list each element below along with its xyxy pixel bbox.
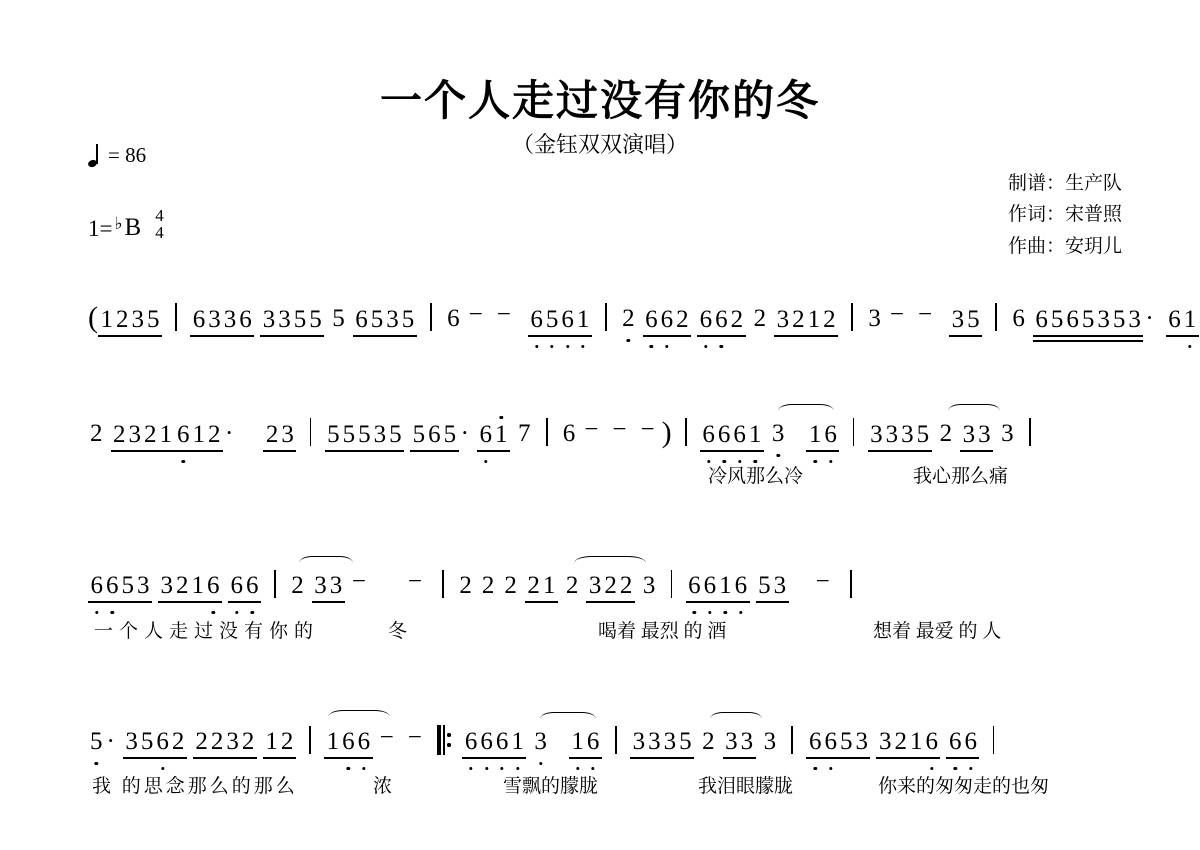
note-group: 5 6 5 — [410, 421, 459, 449]
lyric-phrase: 一个人走过没有你的 — [94, 621, 320, 642]
flat-icon: ♭ — [114, 214, 123, 233]
duration-dash: − — [496, 301, 511, 328]
note-group: 3 3 — [312, 572, 345, 600]
note-group: 2 1 — [525, 572, 558, 600]
slur-arc — [540, 712, 596, 726]
note-group: 6 6 — [228, 572, 261, 600]
duration-dash: − — [407, 724, 422, 751]
note: 3 — [642, 572, 656, 599]
note: 3 — [868, 305, 881, 332]
barline — [615, 726, 617, 754]
lyric-phrase: 浓 — [373, 776, 393, 797]
duration-dash: − — [407, 568, 423, 595]
duration-dash: − — [889, 301, 905, 328]
note-group: 5 3 — [756, 572, 789, 600]
note-group: 3 3 5 5 — [260, 306, 324, 334]
lyrics-row-3 — [88, 616, 1118, 646]
quarter-note-icon — [88, 144, 102, 168]
notes-row-4 — [88, 725, 1118, 771]
lyric-phrase: 雪飘的朦胧 — [503, 776, 599, 797]
note: 3 — [770, 420, 787, 448]
time-signature — [155, 207, 164, 241]
performer-subtitle: （金钰双双演唱） — [511, 132, 688, 157]
duration-dash: − — [815, 568, 830, 595]
barline — [850, 570, 852, 598]
credit-arranger: 制谱：生产队 — [1007, 173, 1122, 194]
duration-dash: − — [584, 416, 599, 443]
note: 6 — [562, 420, 576, 447]
barline — [671, 570, 673, 598]
note-group: 5 5 5 3 5 — [325, 421, 405, 449]
barline — [995, 303, 997, 331]
note-group: 2 2 3 2 — [193, 728, 257, 756]
note-group: 6 3 3 6 — [190, 306, 254, 334]
lyric-phrase: 想着 最爱 的 人 — [873, 621, 1002, 642]
phrase-open-paren: ( — [88, 301, 98, 334]
slur-arc — [710, 712, 762, 726]
augmentation-dot: · — [460, 420, 469, 447]
barline — [274, 570, 276, 598]
note-group: 6 5 3 5 — [353, 306, 417, 334]
note-group: 1 2 3 5 — [98, 306, 162, 334]
credits-block — [1008, 168, 1122, 262]
note-group: 6 6 — [946, 728, 979, 756]
note: 5 — [90, 728, 103, 755]
note: 5 — [332, 305, 345, 332]
note-group: 6 5 6 1 — [528, 306, 592, 334]
augmentation-dot: · — [1145, 305, 1154, 332]
barline — [851, 303, 853, 331]
key-and-time-signature — [88, 208, 164, 242]
lyric-phrase: 你来的匆匆走的也匆 — [878, 776, 1050, 797]
credit-composer: 作曲：安玥儿 — [1007, 235, 1122, 257]
lyrics-row-4 — [88, 771, 1118, 801]
phrase-close-paren: ) — [661, 416, 672, 449]
tempo-marking — [88, 143, 146, 168]
lyric-phrase: 喝着 最烈 的 酒 — [598, 621, 727, 642]
music-system-1 — [88, 300, 1197, 346]
note-group: 3 2 1 2 — [774, 306, 838, 334]
note-group: 6 6 6 1 — [462, 728, 526, 756]
note: 2 — [90, 420, 103, 447]
note-group: 2 3 2 1 — [111, 421, 175, 449]
note-group: 6 6 1 6 — [686, 572, 750, 600]
key-letter: B — [124, 214, 142, 241]
duration-dash: − — [379, 724, 394, 751]
note-group: 3 2 2 — [586, 572, 635, 600]
note-group: 3 3 — [960, 421, 993, 449]
barline — [546, 418, 548, 446]
barline — [791, 726, 793, 754]
slur-arc — [948, 404, 1000, 418]
note-group: 6 1 — [477, 421, 510, 449]
barline — [175, 303, 177, 331]
note-group: 6 6 5 3 — [806, 728, 870, 756]
note-group: 6 6 2 — [643, 306, 692, 334]
note: 3 — [1001, 420, 1014, 447]
notes-row-3 — [88, 570, 1118, 616]
slur-arc — [574, 556, 646, 570]
barline — [430, 303, 432, 331]
credit-lyricist: 作词：宋普照 — [1007, 204, 1122, 226]
augmentation-dot: · — [106, 728, 115, 755]
time-numerator: 4 — [155, 206, 164, 225]
notes-row-1 — [88, 300, 1197, 346]
note-group: 6 1 2 — [175, 421, 224, 449]
note-group: 6 5 6 5 3 5 3 — [1033, 306, 1144, 334]
barline — [1029, 418, 1031, 446]
notes-row-2 — [88, 415, 1118, 461]
barline — [309, 726, 311, 754]
note-group: 3 3 — [723, 728, 756, 756]
note-group: 3 5 6 2 — [123, 728, 187, 756]
page-title: 一个人走过没有你的冬 — [379, 77, 820, 124]
key-prefix: 1= — [88, 216, 113, 241]
note-group: 1 6 6 — [324, 728, 373, 756]
note-group: 6 6 6 1 — [700, 421, 764, 449]
note: 2 — [459, 572, 472, 599]
note: 2 — [289, 572, 306, 600]
note: 2 — [700, 728, 717, 756]
note: 6 — [1012, 305, 1025, 332]
lyrics-row-2 — [88, 461, 1118, 491]
slur-arc — [328, 710, 390, 724]
note-group: 6 6 5 3 — [88, 572, 152, 600]
lyric-phrase: 我 的思念那么的那么 — [92, 776, 298, 797]
note-group: 1 6 — [806, 421, 839, 449]
duration-dash: − — [468, 301, 483, 328]
lyric-phrase: 冷风那么冷 — [708, 466, 804, 487]
note: 3 — [532, 728, 549, 756]
music-system-4 — [88, 725, 1118, 801]
note: 7 — [517, 420, 531, 447]
duration-dash: − — [612, 416, 627, 443]
note-group: 3 2 1 6 — [158, 572, 222, 600]
note: 2 — [481, 572, 495, 599]
barline — [310, 418, 312, 446]
slur-arc — [778, 404, 834, 418]
repeat-start-icon — [437, 725, 450, 755]
lyric-phrase: 我心那么痛 — [913, 466, 1009, 487]
note-group: 1 6 — [569, 728, 602, 756]
duration-dash: − — [918, 301, 933, 328]
barline — [442, 570, 444, 598]
note: 2 — [504, 572, 517, 599]
note: 2 — [938, 420, 955, 448]
note: 2 — [753, 305, 767, 332]
note: 6 — [447, 305, 460, 332]
note-group: 3 5 — [949, 306, 982, 334]
time-denominator: 4 — [155, 223, 164, 242]
note: 2 — [622, 305, 635, 332]
music-system-2 — [88, 415, 1118, 491]
note-group: 6 6 2 — [697, 306, 746, 334]
note-group: 2 3 — [263, 421, 296, 449]
barline — [853, 418, 855, 446]
note-group: 3 3 3 5 — [630, 728, 694, 756]
note-group: 3 3 3 5 — [868, 421, 932, 449]
duration-dash: − — [640, 416, 655, 443]
barline — [993, 726, 995, 754]
barline — [685, 418, 687, 446]
note: 3 — [763, 728, 777, 755]
note-group: 3 2 1 6 — [876, 728, 940, 756]
note-group: 6 1 — [1166, 306, 1199, 334]
duration-dash: − — [351, 568, 366, 595]
note-group: 1 2 — [263, 728, 296, 756]
music-system-3 — [88, 570, 1118, 646]
lyric-phrase: 我泪眼朦胧 — [698, 776, 794, 797]
lyric-phrase: 冬 — [388, 621, 408, 642]
augmentation-dot: · — [225, 420, 234, 447]
tempo-value: = 86 — [108, 143, 147, 167]
barline — [605, 303, 607, 331]
note: 2 — [564, 572, 581, 600]
